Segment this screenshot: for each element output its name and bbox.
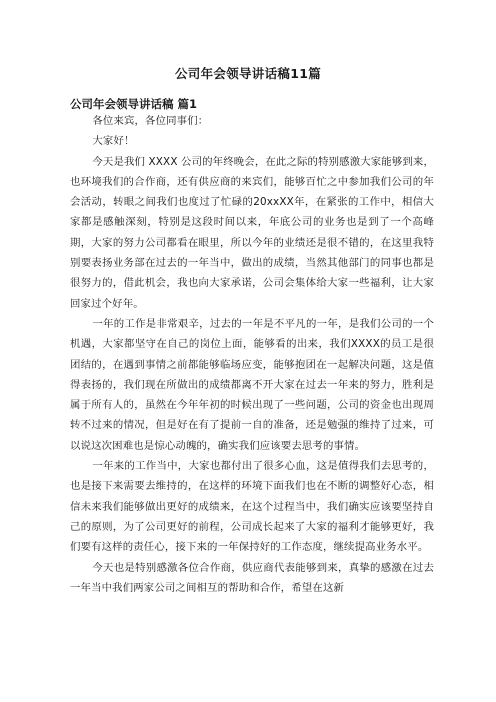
section-heading: 公司年会领导讲话稿 篇1: [70, 97, 198, 111]
paragraph: 今天也是特别感激各位合作商，供应商代表能够到来，真挚的感激在过去一年当中我们两家公司之间相互的帮助和合作，希望在这新: [70, 561, 434, 594]
paragraph: 一年来的工作当中，大家也都付出了很多心血，这是值得我们去思考的，也是接下来需要去维持的，在这样的环境下面我们也在不断的调整好心态，相信未来我们能够做出更好的成绩来，在这个过程当中，我们确实应该要坚持自己的原则，为了公司更好的前程，公司成长起来了大家的福利才能够更好，我们要有这样的责任心，接下来的一年保持好的工作态度，继续提高业务水平。: [70, 460, 434, 554]
paragraph: 一年的工作是非常艰辛，过去的一年是不平凡的一年，是我们公司的一个机遇，大家都坚守在自己的岗位上面，能够看的出来，我们XXXX的员工是很团结的，在遇到事情之前都能够临场应变，能够抱团在一起解决问题，这是值得表扬的，我们现在所做出的成绩都离不开大家在过去一年来的努力，胜利是属于所有人的，虽然在今年年初的时候出现了一些问题，公司的资金也出现周转不过来的情况，但是好在有了提前一自的准备，还是勉强的维持了过来，可以说这次困难也是惊心动魄的，确实我们应该要去思考的事情。: [70, 317, 434, 452]
paragraph: 今天是我们 XXXX 公司的年终晚会，在此之际的特别感激大家能够到来，也环境我们的合作商，还有供应商的来宾们，能够百忙之中参加我们公司的年会活动，转眼之间我们也度过了忙碌的20xxXX年，在紧张的工作中，相信大家都是感触深刻，特别是这段时间以来，年底公司的业务也是到了一个高峰期，大家的努力公司都看在眼里，所以今年的业绩还是很不错的，在这里我特别要表扬业务部在过去的一年当中，做出的成绩，当然其他部门的同事也都是很努力的，借此机会，我也向大家承诺，公司会集体给大家一些福利，让大家回家过个好年。: [70, 155, 435, 310]
salutation: 各位来宾，各位同事们：: [92, 115, 209, 127]
document-title: 公司年会领导讲话稿11篇: [175, 66, 321, 81]
document-body: [70, 111, 434, 598]
greeting: 大家好！: [92, 135, 135, 148]
